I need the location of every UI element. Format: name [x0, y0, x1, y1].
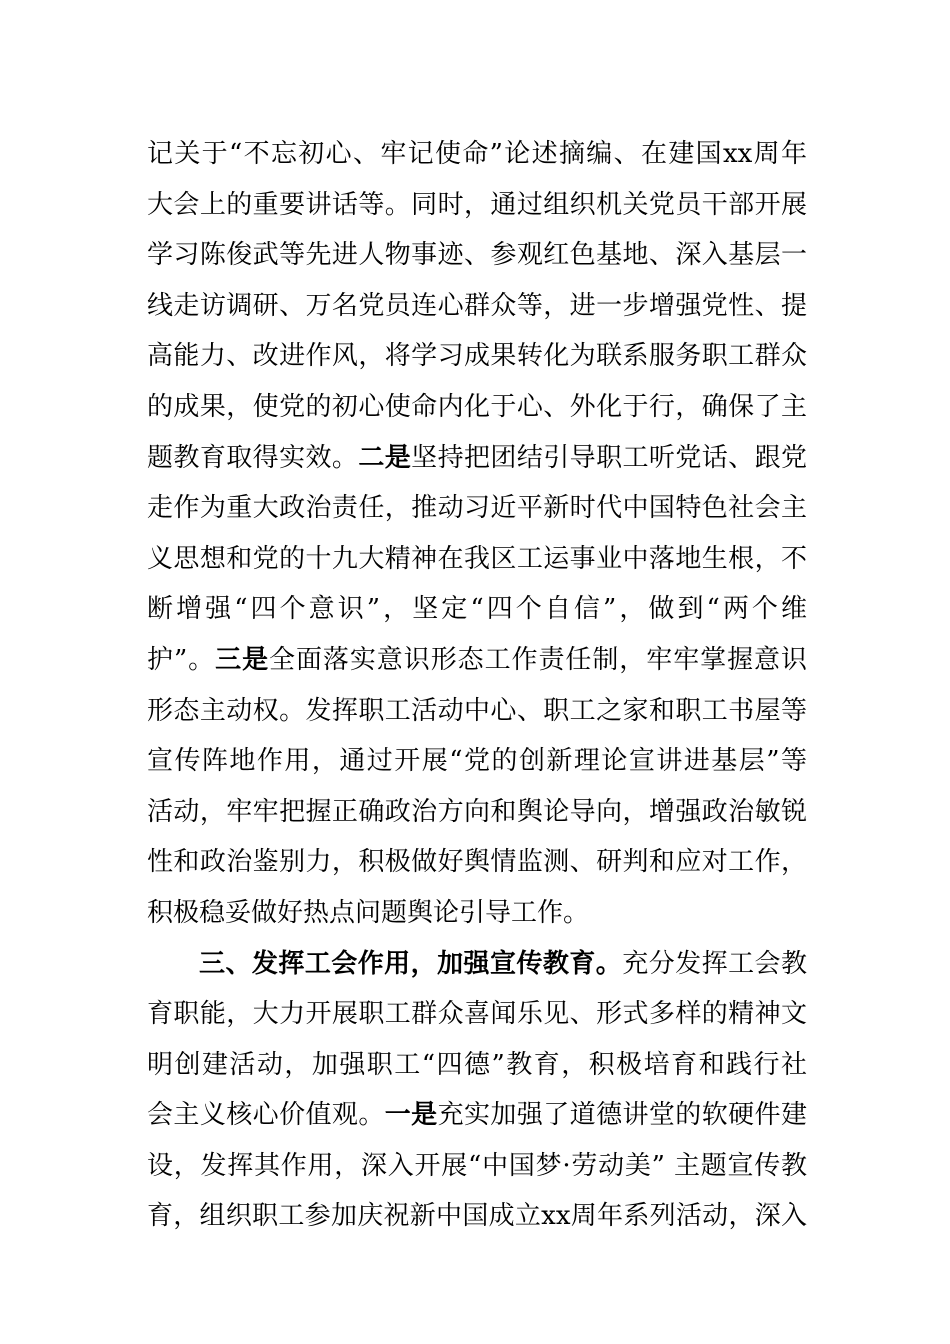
paragraph-line	[147, 331, 807, 382]
paragraph-line	[147, 129, 807, 180]
document-body	[147, 129, 807, 1242]
text-run: 活动，牢牢把握正确政治方向和舆论导向，增强政治敏锐	[147, 796, 807, 827]
text-run: 断增强“四个意识”，坚定“四个自信”，做到“两个维	[147, 594, 807, 625]
text-run: 高能力、改进作风，将学习成果转化为联系服务职工群众	[147, 341, 807, 372]
paragraph-line	[147, 888, 807, 939]
paragraph-line	[147, 433, 807, 484]
section-heading: 三、发挥工会作用，加强宣传教育。	[199, 948, 623, 979]
paragraph-line	[147, 736, 807, 787]
text-run: 记关于“不忘初心、牢记使命”论述摘编、在建国xx周年	[147, 139, 807, 169]
paragraph-line	[147, 939, 807, 990]
bold-marker-second: 二是	[358, 442, 412, 473]
paragraph-line	[147, 1141, 807, 1192]
text-run: 坚持把团结引导职工听党话、跟党	[411, 442, 807, 473]
paragraph-line	[147, 584, 807, 635]
text-run: 宣传阵地作用，通过开展“党的创新理论宣讲进基层”等	[147, 746, 807, 777]
text-run: 全面落实意识形态工作责任制，牢牢掌握意识	[269, 644, 807, 675]
paragraph-line	[147, 180, 807, 231]
paragraph-line	[147, 281, 807, 332]
text-run: 充实加强了道德讲堂的软硬件建	[437, 1100, 807, 1131]
text-run: 会主义核心价值观。	[147, 1100, 385, 1131]
text-run: 线走访调研、万名党员连心群众等，进一步增强党性、提	[147, 290, 807, 321]
text-run: 学习陈俊武等先进人物事迹、参观红色基地、深入基层一	[147, 240, 807, 271]
text-run: 题教育取得实效。	[147, 442, 359, 473]
bold-marker-third: 三是	[215, 644, 270, 675]
text-run: 性和政治鉴别力，积极做好舆情监测、研判和应对工作，	[147, 847, 807, 878]
text-run: 形态主动权。发挥职工活动中心、职工之家和职工书屋等	[147, 695, 807, 726]
paragraph-line	[147, 837, 807, 888]
paragraph-line	[147, 1191, 807, 1242]
paragraph-line	[147, 483, 807, 534]
paragraph-line	[147, 382, 807, 433]
text-run: 大会上的重要讲话等。同时，通过组织机关党员干部开展	[147, 189, 807, 220]
paragraph-line	[147, 1040, 807, 1091]
text-run: 充分发挥工会教	[622, 948, 807, 979]
paragraph-line	[147, 635, 807, 686]
bold-marker-first: 一是	[384, 1100, 438, 1131]
paragraph-line	[147, 534, 807, 585]
text-run: 护”。	[147, 644, 216, 675]
text-run: 明创建活动，加强职工“四德”教育，积极培育和践行社	[147, 1049, 807, 1080]
paragraph-line	[147, 989, 807, 1040]
text-run: 积极稳妥做好热点问题舆论引导工作。	[147, 897, 590, 928]
text-run: 设，发挥其作用，深入开展“中国梦·劳动美” 主题宣传教	[147, 1150, 807, 1181]
paragraph-line	[147, 1090, 807, 1141]
paragraph-line	[147, 230, 807, 281]
paragraph-line	[147, 787, 807, 838]
text-run: 走作为重大政治责任，推动习近平新时代中国特色社会主	[147, 493, 807, 524]
text-run: 育职能，大力开展职工群众喜闻乐见、形式多样的精神文	[147, 999, 807, 1030]
paragraph-line	[147, 686, 807, 737]
text-run: 育，组织职工参加庆祝新中国成立xx周年系列活动，深入	[147, 1201, 807, 1232]
text-run: 的成果，使党的初心使命内化于心、外化于行，确保了主	[147, 391, 807, 422]
text-run: 义思想和党的十九大精神在我区工运事业中落地生根，不	[147, 543, 807, 574]
